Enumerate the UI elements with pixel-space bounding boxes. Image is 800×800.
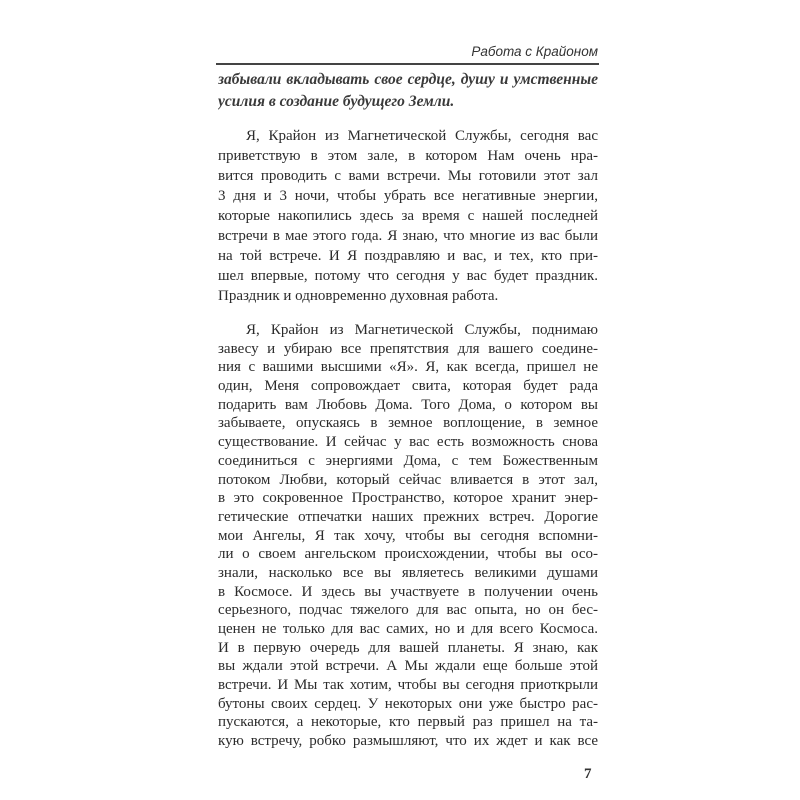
text-line: завесу и убираю все препятствия для вашего соедине- xyxy=(218,340,598,357)
text-line: кую встречу, робко размышляют, что их ждет и как все xyxy=(218,733,598,750)
running-header: Работа с Крайоном xyxy=(471,44,598,59)
text-line: шел впервые, потому что сегодня у вас будет праздник. xyxy=(218,268,598,284)
paragraph-2 xyxy=(218,126,598,306)
text-line: 3 дня и 3 ночи, чтобы убрать все негативные энергии, xyxy=(218,188,598,204)
header-rule xyxy=(216,63,599,65)
text-line: мои Ангелы, Я так хочу, чтобы вы сегодня вспомни- xyxy=(218,527,598,544)
text-line: знали, насколько все вы являетесь великими душами xyxy=(218,564,598,581)
text-line: И в первую очередь для вашей планеты. Я знаю, как xyxy=(218,639,598,656)
text-line: потоком Любви, который сейчас вливается в этот зал, xyxy=(218,471,598,488)
text-line: существование. И сейчас у вас есть возможность снова xyxy=(218,434,598,451)
text-line: в это сокровенное Пространство, которое хранит энер- xyxy=(218,490,598,507)
text-line: встречи. И Мы так хотим, чтобы вы сегодня приоткрыли xyxy=(218,677,598,694)
text-line: один, Меня сопровождает свита, которая будет рада xyxy=(218,378,598,395)
text-line: встречи в мае этого года. Я знаю, что многие из вас были xyxy=(218,228,598,244)
text-line: которые накопились здесь за время с нашей последней xyxy=(218,208,598,224)
text-line: Я, Крайон из Магнетической Службы, сегодня вас xyxy=(246,128,598,144)
text-line: на той встрече. И Я поздравляю и вас, и тех, кто при- xyxy=(218,248,598,264)
text-line: бутоны своих сердец. У некоторых они уже быстро рас- xyxy=(218,695,598,712)
text-line: ния с вашими высшими «Я». Я, как всегда, пришел не xyxy=(218,359,598,376)
paragraph-3 xyxy=(218,321,598,751)
intro-italic-paragraph xyxy=(218,69,598,113)
text-line: ценен не только для вас самих, но и для всего Космоса. xyxy=(218,621,598,637)
text-line: забываете, опускаясь в земное воплощение, в земное xyxy=(218,415,598,432)
text-line: забывали вкладывать свое сердце, душу и умственные xyxy=(218,71,598,88)
text-line: ли о своем ангельском происхождении, чтобы вы осо- xyxy=(218,546,598,563)
text-line: соединиться с энергиями Дома, с тем Божественным xyxy=(218,452,598,469)
text-line: Праздник и одновременно духовная работа. xyxy=(218,288,499,304)
text-line: гетические отпечатки наших прежних встреч. Дорогие xyxy=(218,508,598,525)
text-line: приветствую в этом зале, в котором Нам очень нра- xyxy=(218,148,598,164)
text-line: серьезного, подчас тяжелого для вас опыта, но он бес- xyxy=(218,602,598,619)
text-line: пускаются, а некоторые, кто первый раз пришел на та- xyxy=(218,714,598,731)
text-line: в Космосе. И здесь вы участвуете в получении очень xyxy=(218,583,598,600)
text-line: Я, Крайон из Магнетической Службы, поднимаю xyxy=(246,322,598,338)
text-line: усилия в создание будущего Земли. xyxy=(218,93,455,110)
text-line: подарить вам Любовь Дома. Того Дома, о котором вы xyxy=(218,396,598,413)
text-line: вится проводить с вами встречи. Мы готовили этот зал xyxy=(218,168,598,184)
text-line: вы ждали этой встречи. А Мы ждали еще больше этой xyxy=(218,658,598,675)
page-number: 7 xyxy=(584,766,592,782)
